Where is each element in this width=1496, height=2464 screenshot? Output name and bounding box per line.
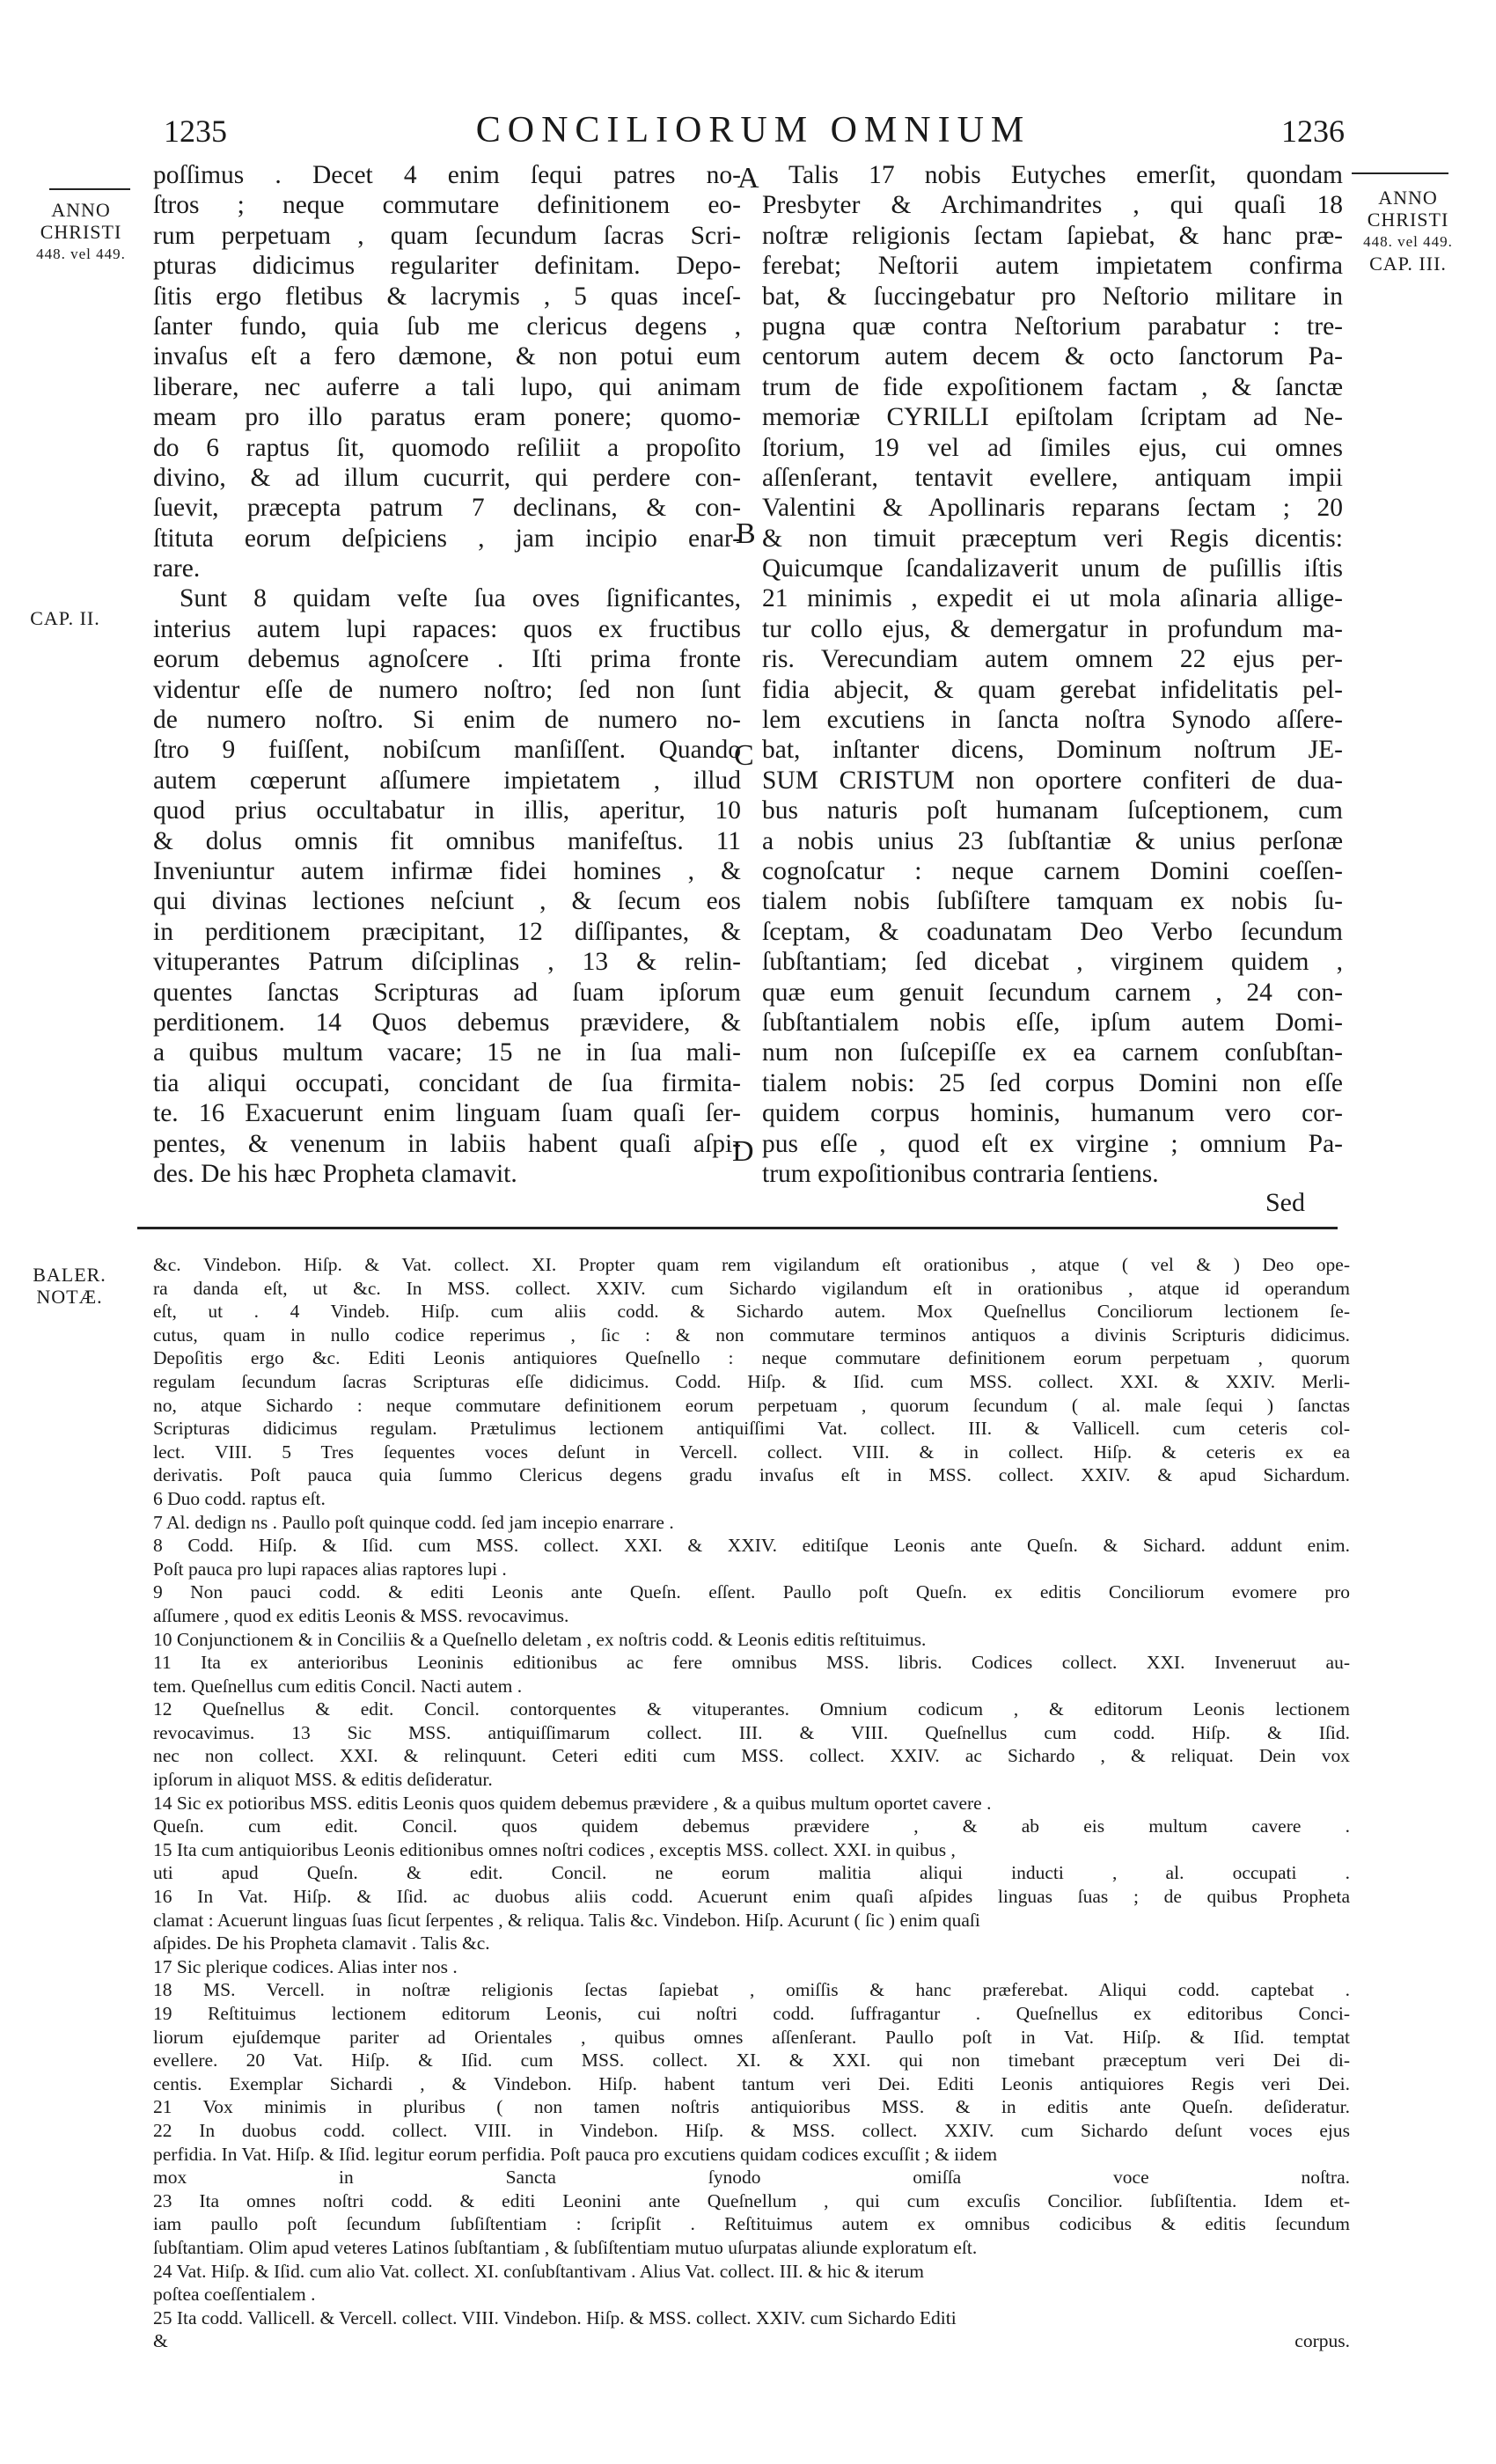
col-left-line: poſſimus . Decet 4 enim ſequi patres no- — [153, 161, 741, 189]
catchword: Sed — [1265, 1188, 1305, 1217]
notes-line: ſubſtantiam. Olim apud veteres Latinos ſubſtantiam , & ſubſiſtentiam mutuo uſurpatas aliunde exploratum eſt. — [153, 2236, 978, 2258]
col-left-line: a quibus multum vacare; 15 ne in ſua mali- — [153, 1038, 741, 1067]
col-left-line: pentes, & venenum in labiis habent quaſi aſpi- — [153, 1129, 741, 1158]
margin-year-right — [1355, 187, 1461, 275]
notes-line: &c. Vindebon. Hiſp. & Vat. collect. XI. Propter quam rem vigilandum eſt orationibus , atque ( vel & ) Deo ope- — [153, 1254, 1350, 1275]
col-right-line: ſubſtantiam; ſed dicebat , virginem quidem , — [762, 948, 1343, 977]
col-right-line: Presbyter & Archimandrites , qui quaſi 18 — [762, 191, 1343, 220]
section-letter-a: A — [737, 162, 759, 194]
notes-line: Scripturas didicimus regulam. Prætulimus lectionem antiquiſſimi Vat. collect. III. & Vallicell. cum ceteris col- — [153, 1418, 1350, 1440]
col-right-line: quæ eum genuit ſecundum carnem , 24 con- — [762, 978, 1343, 1007]
col-right-line: pugna quæ contra Neſtorium parabatur : tre- — [762, 312, 1343, 341]
col-right-line: tur collo ejus, & demergatur in profundum ma- — [762, 614, 1343, 643]
col-left-line: ſtros ; neque commutare definitionem eo- — [153, 191, 741, 220]
notes-line: derivatis. Poſt pauca quia ſummo Clericus degens gradu invaſus eſt in MSS. collect. XXIV. & apud Sichardum. — [153, 1464, 1350, 1486]
notes-line: mox in Sancta ſynodo omiſſa voce noſtra. — [153, 2167, 1350, 2189]
notes-line: 9 Non pauci codd. & editi Leonis ante Queſn. eſſent. Paullo poſt Queſn. ex editis Conciliorum evomere pro — [153, 1581, 1350, 1603]
col-left-line: de numero noſtro. Si enim de numero no- — [153, 706, 741, 735]
notes-line: eſt, ut . 4 Vindeb. Hiſp. cum aliis codd. & Sichardo autem. Mox Queſnellus Conciliorum lectionem ſe- — [153, 1301, 1350, 1323]
col-left-line: & dolus omnis fit omnibus manifeſtus. 11 — [153, 826, 741, 855]
col-left-line: des. De his hæc Propheta clamavit. — [153, 1159, 517, 1188]
notes-line: & corpus. — [153, 2330, 1350, 2352]
notes-line: liorum ejuſdemque pariter ad Orientales , quibus omnes aſſenſerant. Paullo poſt in Vat. Hiſp. & Iſid. temptat — [153, 2026, 1350, 2048]
notes-line: 23 Ita omnes noſtri codd. & editi Leonini ante Queſnellum , qui cum excuſis Concilior. ſubſiſtentia. Idem et- — [153, 2189, 1350, 2211]
col-left-line: qui divinas lectiones neſciunt , & ſecum eos — [153, 887, 741, 916]
left-column-text — [153, 160, 741, 1189]
notes-line: centis. Exemplar Sichardi , & Vindebon. Hiſp. habent tantum veri Dei. Editi Leonis antiquiores Regis veri Dei. — [153, 2072, 1350, 2094]
notes-line: evellere. 20 Vat. Hiſp. & Iſid. cum MSS. collect. XI. & XXI. qui non timebant præceptum veri Dei di- — [153, 2050, 1350, 2072]
notes-label-baler: BALER. — [33, 1264, 106, 1286]
notes-line: 24 Vat. Hiſp. & Iſid. cum alio Vat. collect. XI. conſubſtantivam . Alius Vat. collect. III. & hic & iterum — [153, 2260, 924, 2282]
col-right-line: quidem corpus hominis, humanum vero cor- — [762, 1099, 1343, 1128]
notes-line: cutus, quam in nullo codice reperimus , ſic : & non commutare terminos antiquos a divinis Scripturis didicimus. — [153, 1324, 1350, 1346]
notes-line: 7 Al. dedign ns . Paullo poſt quinque codd. ſed jam incepio enarrare . — [153, 1511, 674, 1533]
notes-label-notae: NOTÆ. — [36, 1286, 103, 1308]
right-column-text — [762, 160, 1343, 1189]
col-left-line: autem cœperunt aſſumere impietatem , illud — [153, 766, 741, 795]
page-number-left: 1235 — [164, 114, 227, 149]
section-letter-c: C — [734, 739, 754, 772]
notes-line: ra danda eſt, ut &c. In MSS. collect. XXIV. cum Sichardo vigilandum eſt in orationibus , atque id operandum — [153, 1277, 1350, 1299]
col-left-line: pturas didicimus regulariter definitam. Depo- — [153, 252, 741, 281]
col-right-line: bus naturis poſt humanam ſuſceptionem, cum — [762, 796, 1343, 825]
notes-line: 17 Sic plerique codices. Alias inter nos . — [153, 1955, 458, 1977]
col-left-line: ſtro 9 fuiſſent, nobiſcum manſiſſent. Quando — [153, 736, 741, 765]
notes-line: 11 Ita ex anterioribus Leoninis editionibus ac fere omnibus MSS. libris. Codices collect. XXI. Inveneruut au- — [153, 1652, 1350, 1674]
notes-line: no, atque Sichardo : neque commutare definitionem eorum perpetuam , quorum ſecundum ( al. male ſequi ) ſanctas — [153, 1394, 1350, 1416]
notes-line: Depoſitis ergo &c. Editi Leonis antiquiores Queſnello : neque commutare definitionem eorum perpetuam , quorum — [153, 1347, 1350, 1369]
col-left-line: quod prius occultabatur in illis, aperitur, 10 — [153, 796, 741, 825]
running-title: CONCILIORUM OMNIUM — [475, 110, 1031, 150]
notes-line: clamat : Acuerunt linguas ſuas ſicut ſerpentes , & reliqua. Talis &c. Vindebon. Hiſp. Acurunt ( ſic ) enim quaſi — [153, 1909, 980, 1931]
col-right-line: ferebat; Neſtorii autem impietatem confirma — [762, 252, 1343, 281]
col-right-line: bat, inſtanter dicens, Dominum noſtrum JE- — [762, 736, 1343, 765]
margin-cap-right: CAP. III. — [1369, 253, 1447, 275]
margin-cap-left: CAP. II. — [30, 607, 100, 629]
notes-line: 14 Sic ex potioribus MSS. editis Leonis quos quidem debemus prævidere , & a quibus multum oportet cavere . — [153, 1792, 992, 1814]
col-left-line: perditionem. 14 Quos debemus prævidere, & — [153, 1008, 741, 1037]
col-right-line: fidia abjecit, & quam gerebat infidelitatis pel- — [762, 675, 1343, 704]
col-right-line: lem excutiens in ſancta noſtra Synodo aſſere- — [762, 706, 1343, 735]
col-right-line: tialem nobis: 25 ſed corpus Domini non eſſe — [762, 1068, 1343, 1097]
col-right-line: pus eſſe , quod eſt ex virgine ; omnium Pa- — [762, 1129, 1343, 1158]
col-right-line: SUM CRISTUM non oportere confiteri de dua- — [762, 766, 1343, 795]
col-left-line: eorum debemus agnoſcere . Iſti prima fronte — [153, 645, 741, 674]
margin-year-right-christi: CHRISTI — [1367, 209, 1449, 231]
col-right-line: 21 minimis , expedit ei ut mola aſinaria allige- — [762, 584, 1343, 613]
col-left-line: liberare, nec auferre a tali lupo, qui animam — [153, 372, 741, 401]
notes-line: 19 Reſtituimus lectionem editorum Leonis, cui noſtri codd. ſuffragantur . Queſnellus ex editoribus Conci- — [153, 2003, 1350, 2024]
notes-line: lect. VIII. 5 Tres ſequentes voces deſunt in Vercell. collect. VIII. & in collect. Hiſp. & ceteris ex ea — [153, 1441, 1350, 1463]
col-right-line: trum de fide expoſitionem factam , & ſanctæ — [762, 372, 1343, 401]
col-right-line: cognoſcatur : neque carnem Domini coeſſen- — [762, 856, 1343, 885]
margin-year-right-anno: ANNO — [1378, 187, 1438, 209]
col-left-line: te. 16 Exacuerunt enim linguam ſuam quaſi ſer- — [153, 1099, 741, 1128]
col-left-line: rare. — [153, 554, 201, 583]
notes-line: 15 Ita cum antiquioribus Leonis editionibus omnes noſtri codices , exceptis MSS. collect. XXI. in quibus , — [153, 1838, 956, 1860]
col-left-line: meam pro illo paratus eram ponere; quomo- — [153, 403, 741, 432]
notes-line: 21 Vox minimis in pluribus ( non tamen noſtris antiquioribus MSS. & in editis ante Queſn. deſideratur. — [153, 2096, 1350, 2118]
notes-line: Poſt pauca pro lupi rapaces alias raptores lupi . — [153, 1558, 507, 1580]
page-number-right: 1236 — [1281, 114, 1345, 149]
notes-line: iam paullo poſt ſecundum ſubſiſtentiam : ſcripſit . Reſtituimus autem ex omnibus codicibus & editis ſecundum — [153, 2213, 1350, 2235]
col-right-line: Quicumque ſcandalizaverit unum de puſillis iſtis — [762, 554, 1343, 583]
notes-line: 8 Codd. Hiſp. & Iſid. cum MSS. collect. XXI. & XXIV. editiſque Leonis ante Queſn. & Sichard. addunt enim. — [153, 1535, 1350, 1557]
col-right-line: ſubſtantialem nobis eſſe, ipſum autem Domi- — [762, 1008, 1343, 1037]
notes-label — [21, 1264, 118, 1308]
col-right-line: tialem nobis ſubſiſtere tamquam ex nobis ſu- — [762, 887, 1343, 916]
margin-year-left-christi: CHRISTI — [40, 221, 122, 243]
col-right-line: Valentini & Apollinaris reparans ſectam ; 20 — [762, 494, 1343, 523]
margin-year-left-anno: ANNO — [51, 199, 111, 221]
notes-line: 22 In duobus codd. collect. VIII. in Vindebon. Hiſp. & MSS. collect. XXIV. cum Sichardo deſunt voces ejus — [153, 2119, 1350, 2141]
col-left-line: Sunt 8 quidam veſte ſua oves ſignificantes, — [180, 584, 741, 613]
col-right-line: ſtorium, 19 vel ad ſimiles ejus, cui omnes — [762, 433, 1343, 462]
col-left-line: invaſus eſt a fero dæmone, & non potui eum — [153, 342, 741, 371]
margin-rule-left — [49, 188, 130, 190]
notes-line: tem. Queſnellus cum editis Concil. Nacti autem . — [153, 1675, 523, 1697]
notes-line: revocavimus. 13 Sic MSS. antiquiſſimarum collect. III. & VIII. Queſnellus cum codd. Hiſp. & Iſid. — [153, 1721, 1350, 1743]
notes-line: perfidia. In Vat. Hiſp. & Iſid. legitur eorum perfidia. Poſt pauca pro excutiens quidam codices excuſſit ; & iidem — [153, 2143, 998, 2165]
col-right-line: aſſenſerant, tentavit evellere, antiquam impii — [762, 463, 1343, 492]
col-right-line: a nobis unius 23 ſubſtantiæ & unius perſonæ — [762, 826, 1343, 855]
notes-line: 18 MS. Vercell. in noſtræ religionis ſectas ſapiebat , omiſſis & hanc præferebat. Aliqui codd. captebat . — [153, 1979, 1350, 2001]
col-left-line: do 6 raptus ſit, quomodo reſiliit a propoſito — [153, 433, 741, 462]
section-letter-b: B — [736, 517, 756, 550]
notes-line: Queſn. cum edit. Concil. quos quidem debemus prævidere , & ab eis multum cavere . — [153, 1815, 1350, 1837]
col-left-line: vituperantes Patrum diſciplinas , 13 & relin- — [153, 948, 741, 977]
col-left-line: divino, & ad illum cucurrit, qui perdere con- — [153, 463, 741, 492]
notes-line: 6 Duo codd. raptus eſt. — [153, 1487, 326, 1509]
editorial-notes — [153, 1253, 1350, 2353]
notes-line: poſtea coeſſentialem . — [153, 2284, 316, 2306]
col-right-line: & non timuit præceptum veri Regis dicentis: — [762, 524, 1343, 553]
col-left-line: ſanter fundo, quia ſub me clericus degens , — [153, 312, 741, 341]
col-right-line: memoriæ CYRILLI epiſtolam ſcriptam ad Ne- — [762, 403, 1343, 432]
col-left-line: ſitis ergo fletibus & lacrymis , 5 quas inceſ- — [153, 282, 741, 311]
col-right-line: trum expoſitionibus contraria ſentiens. — [762, 1159, 1159, 1188]
margin-year-left — [19, 199, 143, 265]
notes-line: 25 Ita codd. Vallicell. & Vercell. collect. VIII. Vindebon. Hiſp. & MSS. collect. XXIV. cum Sichardo Editi — [153, 2306, 957, 2328]
col-left-line: ſtituta eorum deſpiciens , jam incipio enar- — [153, 524, 741, 553]
col-right-line: Talis 17 nobis Eutyches emerſit, quondam — [788, 161, 1343, 189]
col-left-line: rum perpetuam , quam ſecundum ſacras Scri- — [153, 221, 741, 250]
col-left-line: tia aliqui occupati, concidant de ſua firmita- — [153, 1068, 741, 1097]
col-left-line: quentes ſanctas Scripturas ad ſuam ipſorum — [153, 978, 741, 1007]
col-right-line: noſtræ religionis ſectam ſapiebat, & hanc præ- — [762, 221, 1343, 250]
col-left-line: ſuevit, præcepta patrum 7 declinans, & con- — [153, 494, 741, 523]
margin-rule-right — [1352, 172, 1448, 174]
col-left-line: in perditionem præcipitant, 12 diſſipantes, & — [153, 917, 741, 946]
col-right-line: centorum autem decem & octo ſanctorum Pa- — [762, 342, 1343, 371]
notes-line: 16 In Vat. Hiſp. & Iſid. ac duobus aliis codd. Acuerunt enim quaſi aſpides linguas ſuas ; de quibus Propheta — [153, 1886, 1350, 1908]
notes-line: nec non collect. XXI. & relinquunt. Ceteri editi cum MSS. collect. XXIV. ac Sichardo , & reliquat. Dein vox — [153, 1745, 1350, 1767]
footnote-rule — [137, 1227, 1338, 1229]
notes-line: aſpides. De his Propheta clamavit . Talis &c. — [153, 1932, 490, 1954]
col-right-line: bat, & ſuccingebatur pro Neſtorio militare in — [762, 282, 1343, 311]
col-left-line: Inveniuntur autem infirmæ fidei homines , & — [153, 856, 741, 885]
notes-line: 10 Conjunctionem & in Conciliis & a Queſnello deletam , ex noſtris codd. & Leonis editis reſtituimus. — [153, 1628, 927, 1650]
notes-line: ipſorum in aliquot MSS. & editis deſideratur. — [153, 1769, 493, 1791]
margin-year-right-date: 448. vel 449. — [1363, 233, 1453, 250]
notes-line: uti apud Queſn. & edit. Concil. ne eorum malitia aliqui inducti , al. occupati . — [153, 1862, 1350, 1884]
col-right-line: num non ſuſcepiſſe ex ea carnem conſubſtan- — [762, 1038, 1343, 1067]
section-letter-d: D — [732, 1135, 754, 1168]
notes-line: regulam ſecundum ſacras Scripturas eſſe didicimus. Codd. Hiſp. & Iſid. cum MSS. collect. XXI. & XXIV. Merli- — [153, 1370, 1350, 1392]
notes-line: aſſumere , quod ex editis Leonis & MSS. revocavimus. — [153, 1604, 569, 1626]
col-right-line: ris. Verecundiam autem omnem 22 ejus per- — [762, 645, 1343, 674]
margin-year-left-date: 448. vel 449. — [36, 246, 126, 262]
notes-line: 12 Queſnellus & edit. Concil. contorquentes & vituperantes. Omnium codicum , & editorum Leonis lectionem — [153, 1698, 1350, 1720]
col-left-line: videntur eſſe de numero noſtro; ſed non ſunt — [153, 675, 741, 704]
col-right-line: ſceptam, & coadunatam Deo Verbo ſecundum — [762, 917, 1343, 946]
col-left-line: interius autem lupi rapaces: quos ex fructibus — [153, 614, 741, 643]
